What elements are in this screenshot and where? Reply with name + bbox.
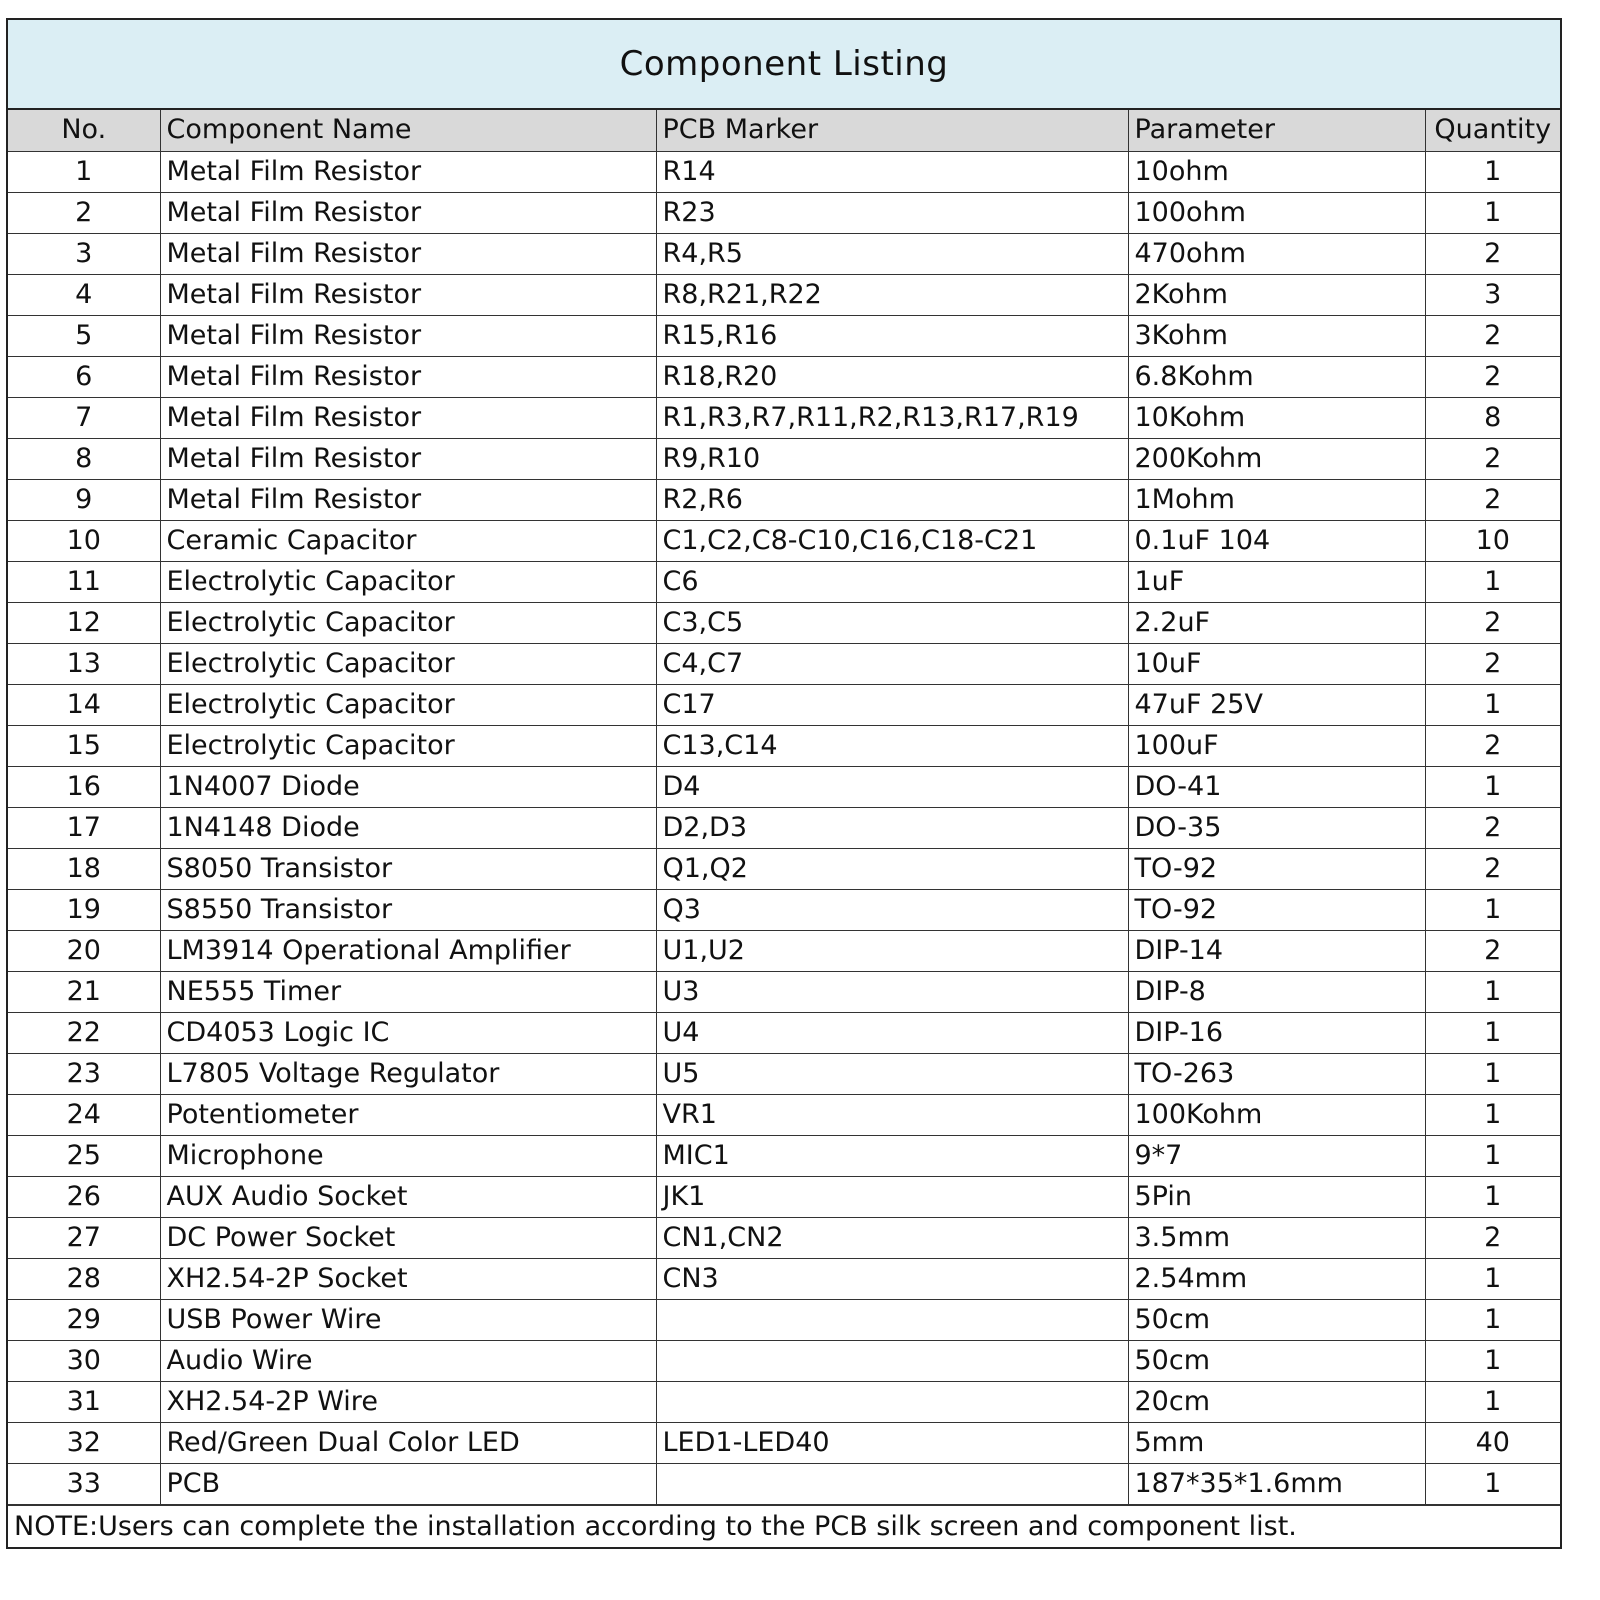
cell-quantity: 10	[1425, 520, 1560, 561]
component-listing-sheet	[6, 18, 1562, 1549]
cell-component-name: LM3914 Operational Amplifier	[160, 930, 656, 971]
installation-note: NOTE:Users can complete the installation according to the PCB silk screen and component list.	[8, 1505, 1560, 1547]
cell-component-name: S8050 Transistor	[160, 848, 656, 889]
cell-no: 25	[8, 1135, 160, 1176]
cell-component-name: Electrolytic Capacitor	[160, 684, 656, 725]
cell-no: 16	[8, 766, 160, 807]
cell-component-name: XH2.54-2P Wire	[160, 1381, 656, 1422]
cell-quantity: 40	[1425, 1422, 1560, 1463]
cell-pcb-marker: MIC1	[656, 1135, 1128, 1176]
table-row	[8, 889, 1560, 930]
cell-parameter: 5Pin	[1128, 1176, 1425, 1217]
cell-quantity: 1	[1425, 766, 1560, 807]
cell-no: 6	[8, 356, 160, 397]
table-row	[8, 1463, 1560, 1504]
cell-pcb-marker: R4,R5	[656, 233, 1128, 274]
cell-no: 26	[8, 1176, 160, 1217]
cell-parameter: 5mm	[1128, 1422, 1425, 1463]
cell-no: 18	[8, 848, 160, 889]
cell-quantity: 1	[1425, 1053, 1560, 1094]
cell-parameter: TO-92	[1128, 848, 1425, 889]
table-row	[8, 1381, 1560, 1422]
cell-no: 33	[8, 1463, 160, 1504]
cell-quantity: 1	[1425, 1463, 1560, 1504]
cell-parameter: DIP-14	[1128, 930, 1425, 971]
cell-pcb-marker: R2,R6	[656, 479, 1128, 520]
cell-pcb-marker: VR1	[656, 1094, 1128, 1135]
cell-quantity: 1	[1425, 684, 1560, 725]
cell-quantity: 2	[1425, 438, 1560, 479]
cell-pcb-marker: R14	[656, 151, 1128, 192]
cell-pcb-marker: R18,R20	[656, 356, 1128, 397]
cell-parameter: 1Mohm	[1128, 479, 1425, 520]
cell-quantity: 1	[1425, 1135, 1560, 1176]
cell-parameter: 1uF	[1128, 561, 1425, 602]
cell-parameter: 0.1uF 104	[1128, 520, 1425, 561]
cell-pcb-marker: Q1,Q2	[656, 848, 1128, 889]
table-row	[8, 151, 1560, 192]
table-row	[8, 971, 1560, 1012]
cell-no: 12	[8, 602, 160, 643]
cell-quantity: 8	[1425, 397, 1560, 438]
cell-quantity: 1	[1425, 1340, 1560, 1381]
cell-component-name: Metal Film Resistor	[160, 274, 656, 315]
cell-pcb-marker	[656, 1340, 1128, 1381]
table-row	[8, 807, 1560, 848]
cell-pcb-marker: C4,C7	[656, 643, 1128, 684]
cell-component-name: 1N4148 Diode	[160, 807, 656, 848]
cell-no: 30	[8, 1340, 160, 1381]
cell-pcb-marker: R15,R16	[656, 315, 1128, 356]
cell-quantity: 1	[1425, 1094, 1560, 1135]
cell-parameter: 2.54mm	[1128, 1258, 1425, 1299]
table-row	[8, 766, 1560, 807]
cell-quantity: 2	[1425, 602, 1560, 643]
cell-component-name: Metal Film Resistor	[160, 438, 656, 479]
table-row	[8, 725, 1560, 766]
cell-component-name: Metal Film Resistor	[160, 233, 656, 274]
cell-pcb-marker: JK1	[656, 1176, 1128, 1217]
cell-parameter: 10uF	[1128, 643, 1425, 684]
table-row	[8, 233, 1560, 274]
cell-component-name: Ceramic Capacitor	[160, 520, 656, 561]
cell-no: 8	[8, 438, 160, 479]
table-row	[8, 684, 1560, 725]
cell-parameter: DIP-16	[1128, 1012, 1425, 1053]
table-row	[8, 397, 1560, 438]
table-row	[8, 1422, 1560, 1463]
cell-quantity: 2	[1425, 643, 1560, 684]
cell-no: 10	[8, 520, 160, 561]
cell-no: 14	[8, 684, 160, 725]
cell-pcb-marker: LED1-LED40	[656, 1422, 1128, 1463]
cell-component-name: PCB	[160, 1463, 656, 1504]
cell-pcb-marker: C13,C14	[656, 725, 1128, 766]
cell-pcb-marker: U5	[656, 1053, 1128, 1094]
column-header-quantity: Quantity	[1425, 110, 1560, 151]
table-row	[8, 1176, 1560, 1217]
cell-component-name: Electrolytic Capacitor	[160, 561, 656, 602]
cell-quantity: 1	[1425, 1176, 1560, 1217]
cell-no: 15	[8, 725, 160, 766]
cell-parameter: 100ohm	[1128, 192, 1425, 233]
cell-no: 27	[8, 1217, 160, 1258]
cell-quantity: 2	[1425, 315, 1560, 356]
table-row	[8, 602, 1560, 643]
cell-pcb-marker: U4	[656, 1012, 1128, 1053]
table-row	[8, 1299, 1560, 1340]
column-header-parameter: Parameter	[1128, 110, 1425, 151]
cell-parameter: 2Kohm	[1128, 274, 1425, 315]
cell-parameter: 2.2uF	[1128, 602, 1425, 643]
cell-component-name: Microphone	[160, 1135, 656, 1176]
cell-no: 21	[8, 971, 160, 1012]
cell-parameter: 470ohm	[1128, 233, 1425, 274]
cell-quantity: 1	[1425, 151, 1560, 192]
cell-quantity: 2	[1425, 1217, 1560, 1258]
column-header-pcb-marker: PCB Marker	[656, 110, 1128, 151]
cell-parameter: 10ohm	[1128, 151, 1425, 192]
cell-parameter: 47uF 25V	[1128, 684, 1425, 725]
table-row	[8, 479, 1560, 520]
cell-component-name: Metal Film Resistor	[160, 479, 656, 520]
cell-component-name: Electrolytic Capacitor	[160, 725, 656, 766]
cell-no: 3	[8, 233, 160, 274]
table-row	[8, 1340, 1560, 1381]
cell-component-name: Metal Film Resistor	[160, 315, 656, 356]
cell-parameter: 50cm	[1128, 1340, 1425, 1381]
cell-component-name: Potentiometer	[160, 1094, 656, 1135]
cell-component-name: DC Power Socket	[160, 1217, 656, 1258]
table-row	[8, 1258, 1560, 1299]
table-row	[8, 930, 1560, 971]
cell-no: 23	[8, 1053, 160, 1094]
cell-pcb-marker: R1,R3,R7,R11,R2,R13,R17,R19	[656, 397, 1128, 438]
cell-parameter: 10Kohm	[1128, 397, 1425, 438]
cell-parameter: 200Kohm	[1128, 438, 1425, 479]
cell-parameter: 3.5mm	[1128, 1217, 1425, 1258]
cell-pcb-marker: CN1,CN2	[656, 1217, 1128, 1258]
table-row	[8, 1094, 1560, 1135]
cell-parameter: DO-41	[1128, 766, 1425, 807]
cell-component-name: Metal Film Resistor	[160, 151, 656, 192]
cell-component-name: S8550 Transistor	[160, 889, 656, 930]
cell-component-name: AUX Audio Socket	[160, 1176, 656, 1217]
cell-pcb-marker: U1,U2	[656, 930, 1128, 971]
cell-no: 28	[8, 1258, 160, 1299]
cell-quantity: 2	[1425, 356, 1560, 397]
cell-no: 20	[8, 930, 160, 971]
cell-component-name: L7805 Voltage Regulator	[160, 1053, 656, 1094]
cell-pcb-marker: R9,R10	[656, 438, 1128, 479]
cell-pcb-marker: Q3	[656, 889, 1128, 930]
table-row	[8, 192, 1560, 233]
cell-pcb-marker: R23	[656, 192, 1128, 233]
cell-no: 32	[8, 1422, 160, 1463]
cell-parameter: 100Kohm	[1128, 1094, 1425, 1135]
cell-quantity: 1	[1425, 192, 1560, 233]
table-row	[8, 848, 1560, 889]
cell-no: 13	[8, 643, 160, 684]
cell-no: 2	[8, 192, 160, 233]
cell-component-name: Electrolytic Capacitor	[160, 643, 656, 684]
cell-quantity: 2	[1425, 807, 1560, 848]
cell-pcb-marker: R8,R21,R22	[656, 274, 1128, 315]
cell-component-name: XH2.54-2P Socket	[160, 1258, 656, 1299]
table-header-row	[8, 110, 1560, 151]
cell-parameter: DIP-8	[1128, 971, 1425, 1012]
cell-component-name: USB Power Wire	[160, 1299, 656, 1340]
cell-parameter: TO-263	[1128, 1053, 1425, 1094]
cell-quantity: 1	[1425, 1258, 1560, 1299]
cell-pcb-marker: C1,C2,C8-C10,C16,C18-C21	[656, 520, 1128, 561]
cell-quantity: 1	[1425, 561, 1560, 602]
cell-component-name: Metal Film Resistor	[160, 397, 656, 438]
cell-parameter: DO-35	[1128, 807, 1425, 848]
cell-component-name: Metal Film Resistor	[160, 356, 656, 397]
cell-pcb-marker: D4	[656, 766, 1128, 807]
table-row	[8, 438, 1560, 479]
cell-quantity: 1	[1425, 1012, 1560, 1053]
column-header-no: No.	[8, 110, 160, 151]
cell-pcb-marker: CN3	[656, 1258, 1128, 1299]
cell-parameter: 9*7	[1128, 1135, 1425, 1176]
column-header-component-name: Component Name	[160, 110, 656, 151]
cell-parameter: 187*35*1.6mm	[1128, 1463, 1425, 1504]
cell-component-name: Metal Film Resistor	[160, 192, 656, 233]
cell-pcb-marker	[656, 1463, 1128, 1504]
table-row	[8, 643, 1560, 684]
cell-quantity: 1	[1425, 1381, 1560, 1422]
cell-quantity: 2	[1425, 930, 1560, 971]
cell-component-name: Electrolytic Capacitor	[160, 602, 656, 643]
table-row	[8, 274, 1560, 315]
component-table	[8, 110, 1560, 1505]
cell-parameter: 6.8Kohm	[1128, 356, 1425, 397]
page-title: Component Listing	[8, 20, 1560, 110]
cell-pcb-marker: U3	[656, 971, 1128, 1012]
cell-component-name: 1N4007 Diode	[160, 766, 656, 807]
cell-quantity: 1	[1425, 889, 1560, 930]
cell-component-name: Red/Green Dual Color LED	[160, 1422, 656, 1463]
cell-parameter: 100uF	[1128, 725, 1425, 766]
cell-component-name: CD4053 Logic IC	[160, 1012, 656, 1053]
cell-quantity: 2	[1425, 233, 1560, 274]
cell-quantity: 2	[1425, 479, 1560, 520]
table-row	[8, 561, 1560, 602]
cell-no: 4	[8, 274, 160, 315]
cell-no: 9	[8, 479, 160, 520]
table-row	[8, 1135, 1560, 1176]
cell-component-name: NE555 Timer	[160, 971, 656, 1012]
cell-no: 29	[8, 1299, 160, 1340]
cell-parameter: 50cm	[1128, 1299, 1425, 1340]
cell-pcb-marker: C3,C5	[656, 602, 1128, 643]
cell-pcb-marker	[656, 1381, 1128, 1422]
cell-no: 31	[8, 1381, 160, 1422]
table-row	[8, 1012, 1560, 1053]
cell-no: 17	[8, 807, 160, 848]
cell-quantity: 3	[1425, 274, 1560, 315]
cell-no: 11	[8, 561, 160, 602]
cell-no: 19	[8, 889, 160, 930]
cell-pcb-marker: D2,D3	[656, 807, 1128, 848]
cell-quantity: 2	[1425, 848, 1560, 889]
cell-quantity: 1	[1425, 1299, 1560, 1340]
cell-quantity: 1	[1425, 971, 1560, 1012]
table-row	[8, 520, 1560, 561]
cell-parameter: 3Kohm	[1128, 315, 1425, 356]
cell-pcb-marker: C6	[656, 561, 1128, 602]
cell-quantity: 2	[1425, 725, 1560, 766]
cell-no: 7	[8, 397, 160, 438]
cell-pcb-marker: C17	[656, 684, 1128, 725]
cell-no: 22	[8, 1012, 160, 1053]
cell-pcb-marker	[656, 1299, 1128, 1340]
cell-component-name: Audio Wire	[160, 1340, 656, 1381]
cell-parameter: 20cm	[1128, 1381, 1425, 1422]
cell-no: 1	[8, 151, 160, 192]
table-row	[8, 1217, 1560, 1258]
table-row	[8, 315, 1560, 356]
cell-no: 5	[8, 315, 160, 356]
table-row	[8, 356, 1560, 397]
cell-no: 24	[8, 1094, 160, 1135]
cell-parameter: TO-92	[1128, 889, 1425, 930]
table-row	[8, 1053, 1560, 1094]
